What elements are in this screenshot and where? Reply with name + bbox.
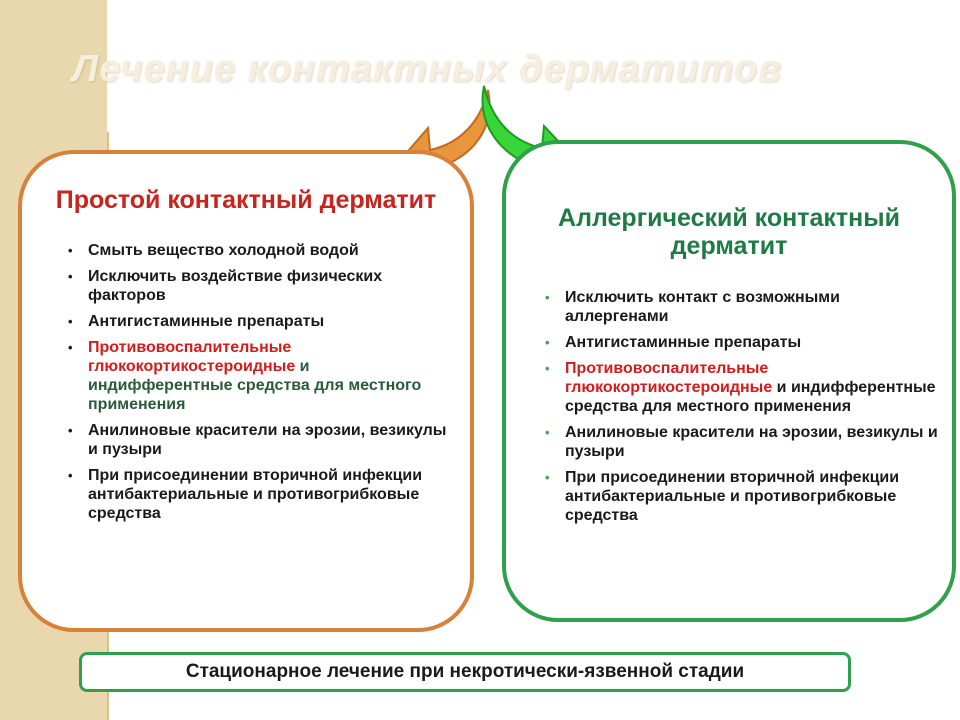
allergic-dermatitis-list	[506, 288, 952, 525]
list-item: • Исключить контакт с возможными аллергенами	[545, 289, 840, 325]
simple-dermatitis-heading: Простой контактный дерматит	[55, 186, 437, 214]
bullet-icon: •	[68, 423, 73, 438]
bullet-icon: •	[545, 290, 550, 305]
allergic-dermatitis-heading: Аллергический контактный дерматит	[558, 204, 900, 260]
list-item: • Противовоспалительные глюкокортикостероидные и индифферентные средства для местного применения	[545, 360, 936, 415]
bullet-icon: •	[545, 335, 550, 350]
bullet-icon: •	[68, 468, 73, 483]
list-item: • Смыть вещество холодной водой	[68, 242, 359, 259]
highlighted-text: Противовоспалительные глюкокортикостероидные	[88, 339, 296, 375]
highlighted-text: Противовоспалительные глюкокортикостероидные	[565, 360, 773, 396]
bullet-icon: •	[68, 269, 73, 284]
list-item: • Анилиновые красители на эрозии, везикулы и пузыри	[545, 424, 938, 460]
list-item: • При присоединении вторичной инфекции антибактериальные и противогрибковые средства	[68, 467, 423, 522]
list-item: • Антигистаминные препараты	[68, 313, 325, 330]
simple-dermatitis-list	[22, 241, 470, 523]
list-item: • Анилиновые красители на эрозии, везикулы и пузыри	[68, 422, 447, 458]
bullet-icon: •	[68, 340, 73, 355]
list-item: • Исключить воздействие физических факторов	[68, 268, 383, 304]
list-item: • При присоединении вторичной инфекции антибактериальные и противогрибковые средства	[545, 469, 900, 524]
simple-dermatitis-panel	[18, 150, 474, 632]
list-item: • Антигистаминные препараты	[545, 334, 802, 351]
bullet-icon: •	[68, 314, 73, 329]
inpatient-treatment-note: Стационарное лечение при некротически-язвенной стадии	[79, 652, 851, 692]
bullet-icon: •	[545, 470, 550, 485]
slide-title: Лечение контактных дерматитов	[72, 48, 782, 90]
bullet-icon: •	[545, 361, 550, 376]
list-item: • Противовоспалительные глюкокортикостероидные и индифферентные средства для местного применения	[68, 339, 422, 413]
bullet-icon: •	[68, 243, 73, 258]
allergic-dermatitis-panel	[502, 140, 956, 622]
bullet-icon: •	[545, 425, 550, 440]
